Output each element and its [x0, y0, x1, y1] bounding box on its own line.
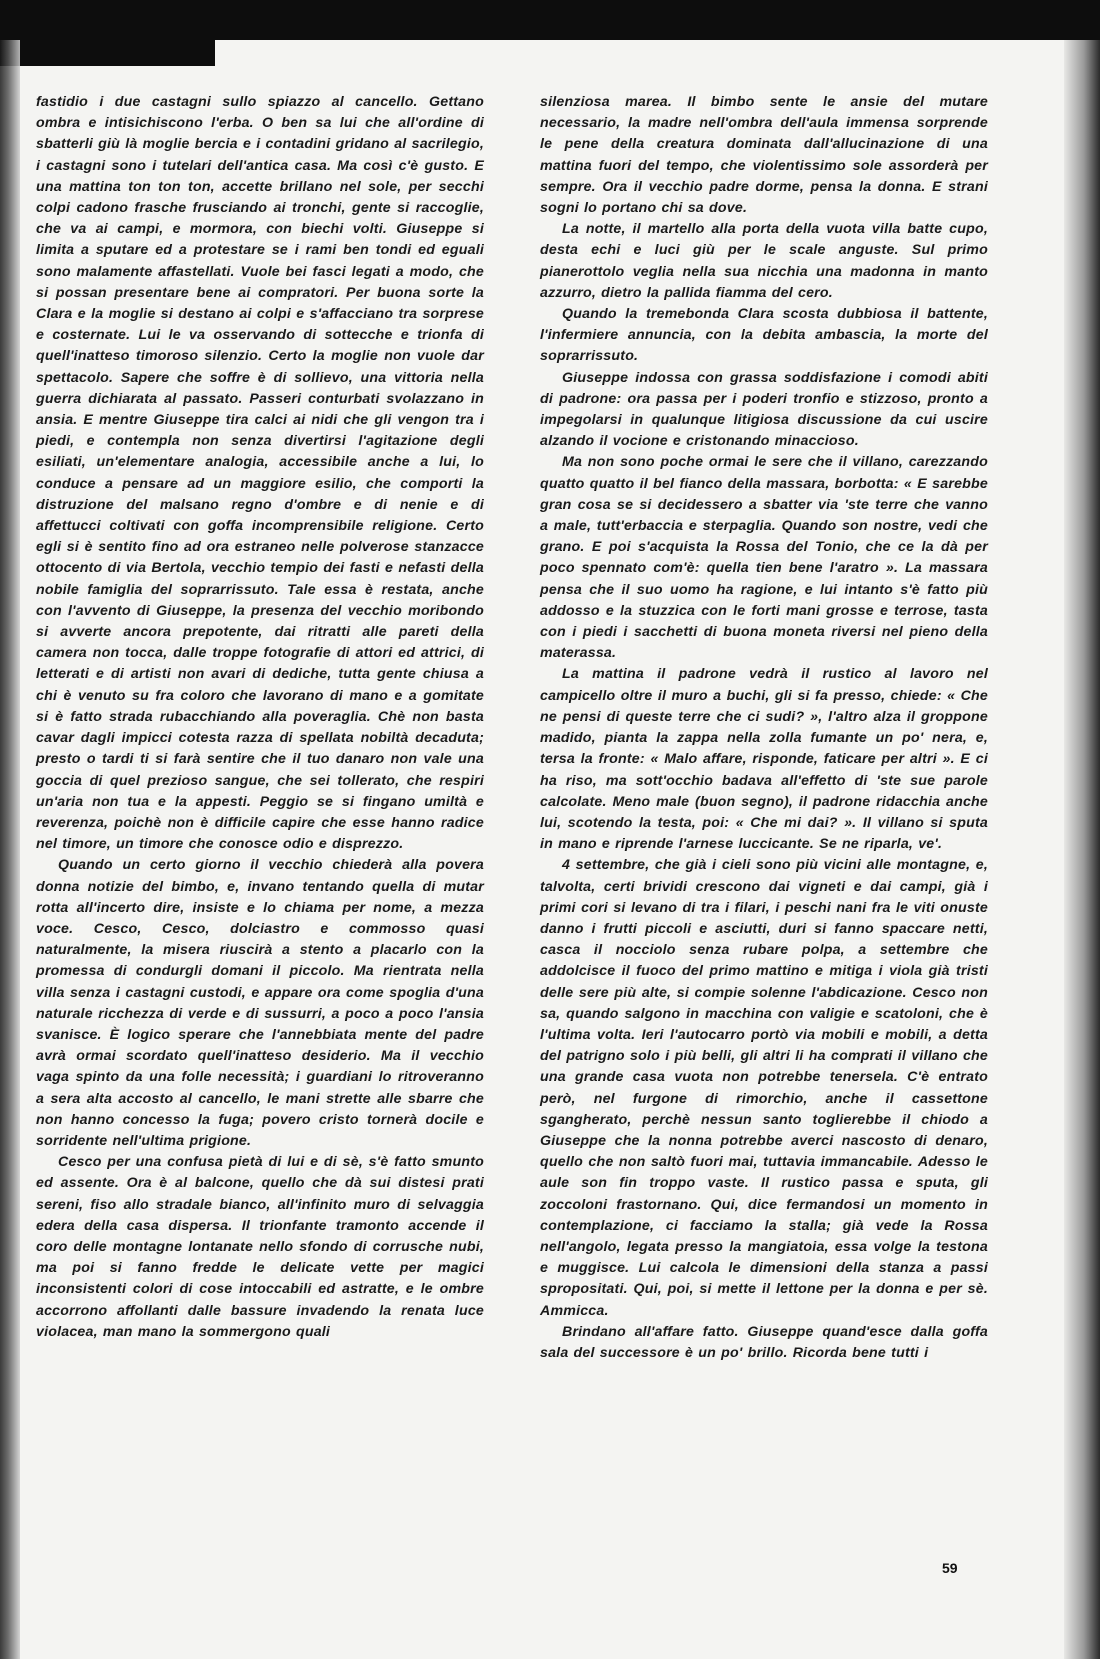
paragraph: Quando un certo giorno il vecchio chiederà alla povera donna notizie del bimbo, e, invano tentando quella di mutar rotta all'incerto dire, insiste e lo chiama per nome, a mezza voce. Cesco, Cesco, dolciastro e commosso quasi naturalmente, la misera riuscirà a stento a placarlo con la promessa di condurgli domani il piccolo. Ma rientrata nella villa senza i castagni custodi, e appare ora come spoglia d'una naturale ricchezza di verde e di sussurri, a poco a poco l'ansia svanisce. È logico sperare che l'annebbiata mente del padre avrà ormai scordato quell'inatteso desiderio. Ma il vecchio vaga spinto da una folle necessità; i guardiani lo ritroveranno a sera alta accosto al cancello, le mani strette alle sbarre che non hanno concesso la fuga; povero cristo tornerà docile e sorridente nell'ultima prigione.	[36, 857, 484, 1149]
page-number: 59	[942, 1560, 958, 1576]
right-page-shadow	[1064, 40, 1100, 1659]
paragraph: Quando la tremebonda Clara scosta dubbiosa il battente, l'infermiere annuncia, con la debita ambascia, la morte del soprarrissuto.	[540, 306, 988, 365]
left-text-column	[36, 92, 484, 1343]
top-black-border	[0, 0, 1100, 40]
paragraph: Giuseppe indossa con grassa soddisfazione i comodi abiti di padrone: ora passa per i poderi tronfio e stizzoso, pronto a impegolarsi in qualunque litigiosa discussione da cui uscire alzando il vocione e cristonando minaccioso.	[540, 369, 988, 450]
paragraph: Ma non sono poche ormai le sere che il villano, carezzando quatto quatto il bel fianco della massara, borbotta: « E sarebbe gran cosa se si decidessero a sbatter via 'ste terre che vanno a male, tutt'erbaccia e sterpaglia. Quando son nostre, vedi che grano. E poi s'acquista la Rossa del Tonio, che ce la dà per poco spennato com'è: quella tien bene l'aratro ». La massara pensa che il suo uomo ha ragione, e lui intanto s'è fatto più addosso e la stuzzica con le forti mani grosse e terrose, tasta con i piedi i sacchetti di buona moneta riversi nel pieno della materassa.	[540, 454, 988, 662]
paragraph: La mattina il padrone vedrà il rustico al lavoro nel campicello oltre il muro a buchi, gli si fa presso, chiede: « Che ne pensi di queste terre che ci sudi? », l'altro alza il groppone madido, pianta la zappa nella zolla fumante un po' nera, e, tersa la fronte: « Malo affare, risponde, faticare per altri ». E ci ha riso, ma sott'occhio badava all'effetto di 'ste sue parole calcolate. Meno male (buon segno), il padrone ridacchia anche lui, scotendo la testa, poi: « Che mi dai? ». Il villano si sputa in mano e riprende l'arnese luccicante. Se ne riparla, ve'.	[540, 666, 988, 853]
paragraph: La notte, il martello alla porta della vuota villa batte cupo, desta echi e luci giù per le scale anguste. Sul primo pianerottolo veglia nella sua nicchia una madonna in manto azzurro, dietro la pallida fiamma del cero.	[540, 221, 988, 301]
top-black-border-step	[0, 40, 215, 66]
left-page-shadow	[0, 40, 20, 1659]
right-text-column	[540, 92, 988, 1364]
paragraph: silenziosa marea. Il bimbo sente le ansie del mutare necessario, la madre nell'ombra dell'aula immensa sorprende le pene della creatura dominata dall'allucinazione di una mattina fuori del tempo, che violentissimo sole assorderà per sempre. Ora il vecchio padre dorme, pensa la donna. E strani sogni lo portano chi sa dove.	[540, 94, 988, 217]
paragraph: fastidio i due castagni sullo spiazzo al cancello. Gettano ombra e intisichiscono l'erba. O ben sa lui che all'ordine di sbatterli giù là moglie bercia e i contadini gridano al sacrilegio, i castagni sono i tutelari dell'antica casa. Ma così c'è gusto. E una mattina ton ton ton, accette brillano nel sole, per secchi colpi cadono frasche frusciando ai tronchi, gente si raccoglie, che va ai campi, e mormora, con biechi volti. Giuseppe si limita a sputare ed a protestare se i rami ben tondi ed eguali sono malamente affastellati. Vuole bei fasci legati a modo, che si possan presentare bene ai compratori. Per buona sorte la Clara e la moglie si destano ai colpi e s'affacciano tra sorprese e costernate. Lui le va osservando di sottecche e trionfa di quell'inatteso timoroso silenzio. Certo la moglie non vuole dar spettacolo. Sapere che soffre è di sollievo, una vittoria nella guerra dichiarata al passato. Passeri conturbati svolazzano in ansia. E mentre Giuseppe tira calci ai nidi che gli vengon tra i piedi, e contempla non senza divertirsi l'agitazione degli esiliati, un'elementare analogia, accessibile anche a lui, lo conduce a pensare ad un maggiore esilio, che comporti la distruzione del malsano regno d'ombre e di nenie e di affettucci coltivati con goffa incomprensibile religione. Certo egli si è sentito fino ad ora estraneo nelle polverose stanzacce ottocento di via Bertola, vecchio tempio dei fasti e nefasti della nobile famiglia del soprarrissuto. Tale essa è restata, anche con l'avvento di Giuseppe, la presenza del vecchio moribondo si avverte ancora prepotente, dai ritratti alle pareti della camera non tocca, dalle troppe fotografie di attori ed attrici, di letterati e di artisti non avari di dediche, tutta gente chiusa a chi è venuto su fra coloro che lavorano di mano e a gomitate si è fatto strada rubacchiando alla poveraglia. Chè non basta cavar dagli impicci cotesta razza di spellata nobiltà decaduta; presto o tardi ti si farà sentire che il tuo danaro non vale una goccia di quel prezioso sangue, che sei tollerato, che respiri un'aria non tua e la appesti. Peggio se si fingano umiltà e reverenza, poichè non è difficile capire che esse hanno radice nel timore, un timore che conosce odio e disprezzo.	[36, 94, 484, 853]
paragraph: Cesco per una confusa pietà di lui e di sè, s'è fatto smunto ed assente. Ora è al balcone, quello che dà sui distesi prati sereni, fiso allo stradale bianco, all'infinito muro di selvaggia edera della casa dispersa. Il trionfante tramonto accende il coro delle montagne lontanate nello sfondo di corrusche nubi, ma poi si fanno fredde le delicate vette per magici inconsistenti colori di cose intoccabili ed astratte, e le ombre accorrono affollanti dalle bassure invadendo la renata luce violacea, man mano la sommergono quali	[36, 1154, 484, 1340]
paragraph: Brindano all'affare fatto. Giuseppe quand'esce dalla goffa sala del successore è un po' brillo. Ricorda bene tutti i	[540, 1323, 988, 1361]
paragraph: 4 settembre, che già i cieli sono più vicini alle montagne, e, talvolta, certi brividi crescono dai vigneti e dai campi, già i primi cori si levano di tra i filari, i peschi nani fra le viti onuste danno i frutti piccoli e asciutti, duri si fanno spaccare netti, casca il nocciolo senza rubare polpa, a settembre che addolcisce il fuoco del primo mattino e mitiga i viola già tristi delle sere più alte, si compie solenne l'abdicazione. Cesco non sa, quando salgono in macchina con valigie e scatoloni, che è l'ultima volta. Ieri l'autocarro portò via mobili e mobili, a detta del patrigno solo i più belli, gli altri li ha comprati il villano che una grande casa vuota non potrebbe tenersela. C'è entrato però, nel furgone di rimorchio, anche il cassettone sgangherato, perchè nessun santo toglierebbe il chiodo a Giuseppe che la nonna potrebbe averci nascosto di denaro, quello che non saltò fuori mai, tuttavia immancabile. Adesso le aule son fin troppo vaste. Il rustico passa e sputa, gli zoccoloni frastornano. Qui, dice fermandosi un momento in contemplazione, ci facciamo la stalla; già vede la Rossa nell'angolo, legata presso la mangiatoia, essa volge la testona e muggisce. Lui calcola le dimensioni della stanza a passi spropositati. Qui, poi, si mette il lettone per la donna e per sè. Ammicca.	[540, 857, 988, 1319]
